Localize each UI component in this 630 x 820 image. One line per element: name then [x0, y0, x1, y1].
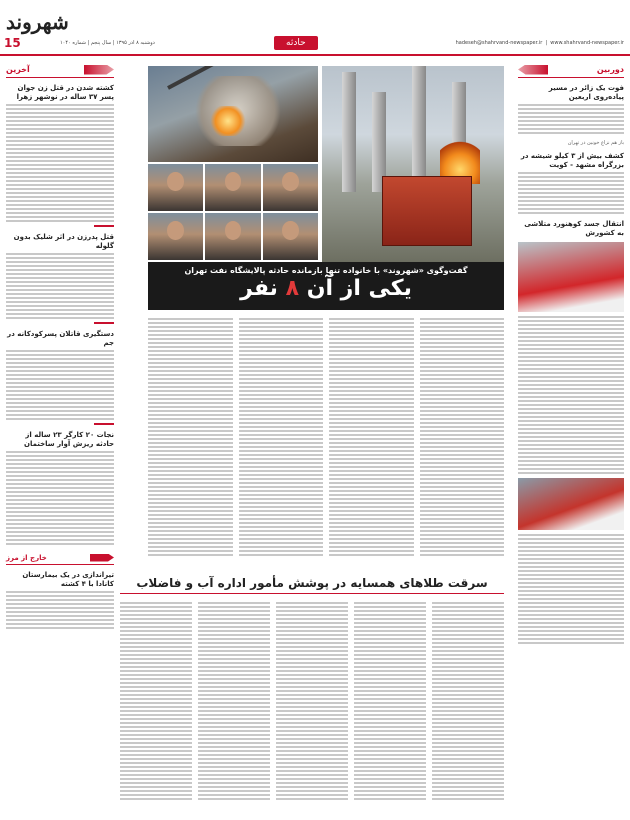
right-section-label: دوربین: [596, 65, 624, 74]
left-story2-body: [6, 253, 114, 319]
left-story2-title: قتل پدرزن در اثر شلیک بدون گلوله: [13, 233, 114, 250]
right-story2-title: کشف بیش از ۳ کیلو شیشه در بزرگراه مشهد - کویت: [520, 152, 624, 169]
right-story1-title: فوت یک زائر در مسیر پیاده‌روی اربعین: [548, 84, 624, 101]
right-story2-body: [518, 172, 624, 214]
right-section-header: [518, 62, 624, 78]
victim-portrait: [263, 164, 318, 211]
victim-portrait: [205, 164, 260, 211]
lead-headline-number: ۸: [285, 276, 300, 301]
right-story3-body: [518, 316, 624, 474]
website-address: www.shahrvand-newspaper.ir: [550, 40, 624, 46]
victim-portrait: [148, 213, 203, 260]
victims-photo-grid: [148, 164, 318, 260]
right-story2-kicker: باز هم نزاع خونین در تهران: [567, 140, 624, 146]
lead-headline-post: نفر: [240, 276, 278, 301]
second-headline: سرقت طلاهای همسایه در پوشش مأمور اداره آب و فاضلاب: [120, 576, 504, 594]
victim-portrait: [205, 213, 260, 260]
victim-portrait: [263, 213, 318, 260]
date-line: دوشنبه ۸ آذر ۱۳۹۵ | سال پنجم | شماره ۱۰۴۰: [60, 40, 155, 46]
newspaper-logo: شهروند: [6, 10, 69, 34]
refinery-fire-photo: [148, 66, 318, 162]
second-body-column: [354, 600, 426, 812]
right-story3-title: انتقال جسد کوهنورد متلاشی به کشورش: [524, 220, 624, 237]
second-body-column: [276, 600, 348, 812]
lead-body-column: [329, 316, 414, 566]
right-story1-body: [518, 104, 624, 134]
lead-headline: [148, 275, 504, 303]
story-divider: [94, 322, 114, 324]
left-story1-body: [6, 104, 114, 222]
left-story4-body: [6, 451, 114, 545]
masthead: [0, 0, 630, 56]
right-story4-body: [518, 534, 624, 644]
second-body-column: [120, 600, 192, 812]
left-section-header: [6, 62, 114, 78]
lead-body-column: [239, 316, 324, 566]
left-column: [6, 62, 114, 631]
contact-line: hadeseh@shahrvand-newspaper.ir | www.shahrvand-newspaper.ir: [455, 40, 624, 46]
left-story3-body: [6, 350, 114, 420]
second-article-body: [120, 600, 504, 812]
left-footer-label: خارج از مرز: [6, 553, 47, 562]
story-divider: [94, 225, 114, 227]
lead-body-column: [420, 316, 505, 566]
rescue-photo: [518, 242, 624, 312]
right-column: [518, 62, 624, 646]
left-section-label: آخرین: [6, 65, 30, 74]
left-story3-title: دستگیری قاتلان پسرکودکانه در جم: [7, 330, 114, 347]
lead-article-body: [148, 316, 504, 566]
second-body-column: [432, 600, 504, 812]
story-divider: [94, 423, 114, 425]
left-story4-title: نجات ۲۰ کارگر ۲۳ ساله از حادثه ریزش آوار ساختمان: [23, 431, 114, 448]
left-footer-header: [6, 551, 114, 565]
lead-headline-band: [148, 262, 504, 310]
email-address: hadeseh@shahrvand-newspaper.ir: [455, 40, 543, 46]
refinery-photo: [322, 66, 504, 262]
victim-portrait: [148, 164, 203, 211]
left-story1-title: کشته‌ شدن در قتل زن جوان پسر ۳۷ ساله در نوشهر زهرا: [16, 84, 114, 101]
arrow-icon: [90, 554, 114, 562]
lead-body-column: [148, 316, 233, 566]
lead-headline-pre: یکی از آن: [306, 276, 412, 301]
section-tag: حادثه: [274, 36, 318, 50]
arrow-icon: [518, 65, 548, 75]
accident-photo: [518, 478, 624, 530]
left-footer-title: تیراندازی در یک بیمارستان کانادا با ۴ کشته: [22, 571, 114, 588]
second-body-column: [198, 600, 270, 812]
page-number: 15: [4, 36, 21, 50]
arrow-icon: [84, 65, 114, 75]
left-footer-body: [6, 591, 114, 629]
lead-kicker: گفت‌وگوی «شهروند» با خانواده تنها بازمانده حادثه پالایشگاه نفت تهران: [184, 266, 468, 275]
